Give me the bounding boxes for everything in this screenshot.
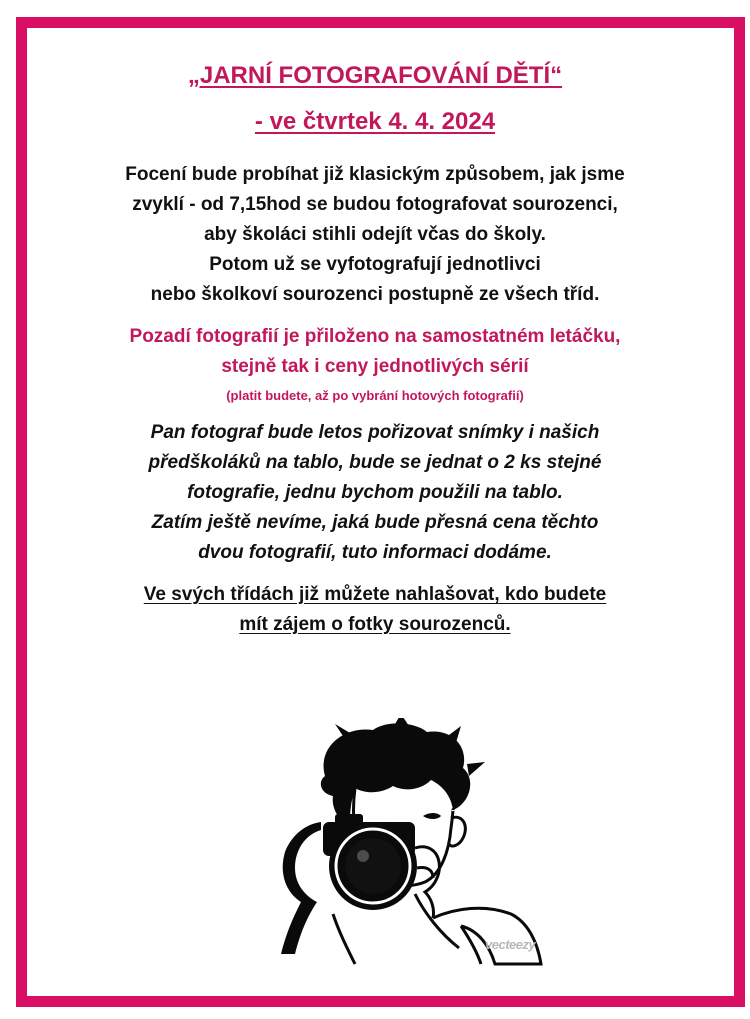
signup-paragraph (40, 580, 710, 640)
text-line: předškoláků na tablo, bude se jednat o 2 ks stejné (148, 452, 602, 473)
page-title: „JARNÍ FOTOGRAFOVÁNÍ DĚTÍ“ (187, 62, 563, 89)
text-line: mít zájem o fotky sourozenců. (239, 614, 511, 635)
background-info-paragraph (40, 322, 710, 406)
schedule-paragraph (40, 160, 710, 310)
text-line: Potom už se vyfotografují jednotlivci (209, 254, 541, 275)
text-line: aby školáci stihli odejít včas do školy. (204, 224, 546, 245)
tablo-paragraph (40, 418, 710, 568)
text-line: Pozadí fotografií je přiloženo na samostatném letáčku, (129, 326, 621, 347)
text-line: fotografie, jednu bychom použili na tablo. (187, 482, 563, 503)
text-line: Pan fotograf bude letos pořizovat snímky i našich (150, 422, 600, 443)
event-date: - ve čtvrtek 4. 4. 2024 (254, 108, 496, 135)
text-line: Ve svých třídách již můžete nahlašovat, kdo budete (143, 584, 607, 605)
payment-note: (platit budete, až po vybrání hotových fotografií) (226, 388, 524, 403)
text-line: stejně tak i ceny jednotlivých sérií (221, 356, 529, 377)
watermark-text: vecteezy (485, 937, 536, 952)
flyer-content (40, 60, 710, 640)
text-line: nebo školkoví sourozenci postupně ze všech tříd. (150, 284, 600, 305)
text-line: Zatím ještě nevíme, jaká bude přesná cena těchto (151, 512, 599, 533)
text-line: Focení bude probíhat již klasickým způsobem, jak jsme (125, 164, 625, 185)
text-line: zvyklí - od 7,15hod se budou fotografovat sourozenci, (132, 194, 618, 215)
text-line: dvou fotografií, tuto informaci dodáme. (198, 542, 552, 563)
photographer-icon (255, 718, 547, 966)
